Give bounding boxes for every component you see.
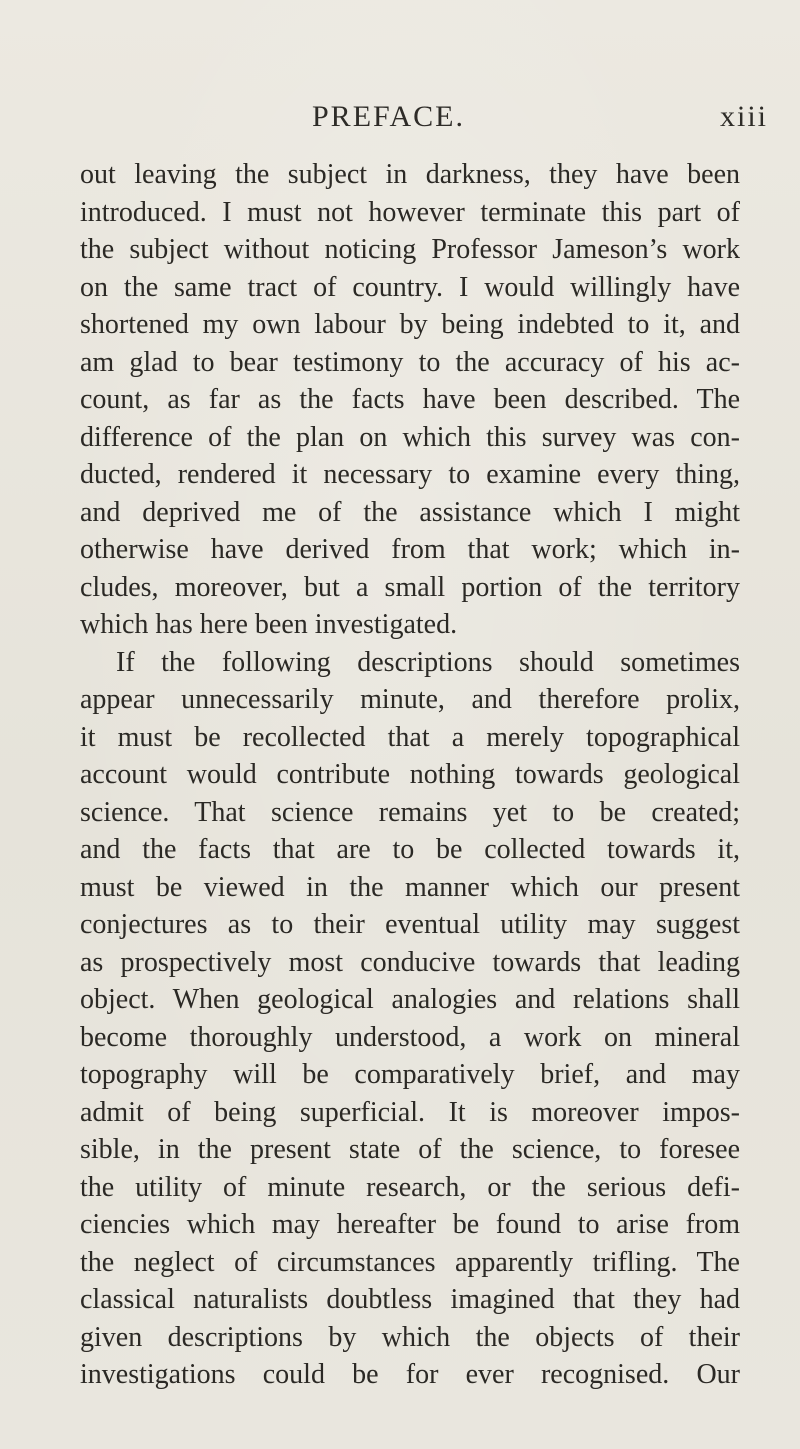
text-line: conjectures as to their eventual utility may suggest — [80, 909, 740, 940]
text-line: introduced. I must not however terminate this part of — [80, 196, 740, 228]
text-line: classical naturalists doubtless imagined that they had — [80, 1284, 740, 1315]
text-line: cludes, moreover, but a small portion of the territory — [80, 571, 740, 603]
text-line: count, as far as the facts have been described. The — [80, 384, 740, 415]
text-line: must be viewed in the manner which our present — [80, 871, 740, 903]
text-line: investigations could be for ever recognised. Our — [80, 1359, 740, 1390]
page-number: xiii — [720, 100, 769, 133]
running-head-title: PREFACE. — [312, 100, 465, 133]
text-line: it must be recollected that a merely topographical — [80, 721, 740, 753]
paragraph-1 — [80, 156, 740, 644]
text-line: difference of the plan on which this survey was con- — [80, 421, 740, 453]
text-line: given descriptions by which the objects of their — [80, 1321, 740, 1353]
text-line: the subject without noticing Professor Jameson’s work — [80, 234, 740, 265]
text-line: sible, in the present state of the science, to foresee — [80, 1134, 740, 1165]
text-line: which has here been investigated. — [80, 609, 458, 640]
text-line: If the following descriptions should sometimes — [116, 646, 740, 678]
text-line: and the facts that are to be collected towards it, — [80, 834, 740, 865]
body-text — [80, 156, 740, 1394]
text-line: object. When geological analogies and relations shall — [80, 984, 740, 1015]
paragraph-2 — [80, 644, 740, 1394]
text-line: the utility of minute research, or the serious defi- — [80, 1171, 740, 1203]
text-line: science. That science remains yet to be created; — [80, 796, 740, 828]
text-line: appear unnecessarily minute, and therefore prolix, — [80, 684, 740, 715]
text-line: am glad to bear testimony to the accuracy of his ac- — [80, 346, 740, 378]
text-line: topography will be comparatively brief, and may — [80, 1059, 740, 1090]
text-line: otherwise have derived from that work; which in- — [80, 534, 740, 565]
text-line: admit of being superficial. It is moreover impos- — [80, 1096, 740, 1128]
text-line: on the same tract of country. I would willingly have — [80, 271, 740, 303]
text-line: out leaving the subject in darkness, they have been — [80, 159, 740, 190]
text-line: ciencies which may hereafter be found to arise from — [80, 1209, 740, 1240]
text-line: become thoroughly understood, a work on mineral — [80, 1021, 740, 1053]
text-line: and deprived me of the assistance which I might — [80, 496, 740, 528]
text-line: account would contribute nothing towards geological — [80, 759, 740, 790]
text-line: shortened my own labour by being indebted to it, and — [80, 309, 740, 340]
text-line: as prospectively most conducive towards that leading — [80, 946, 740, 978]
running-head — [0, 100, 800, 140]
text-line: the neglect of circumstances apparently trifling. The — [80, 1246, 740, 1278]
text-line: ducted, rendered it necessary to examine every thing, — [80, 459, 740, 490]
